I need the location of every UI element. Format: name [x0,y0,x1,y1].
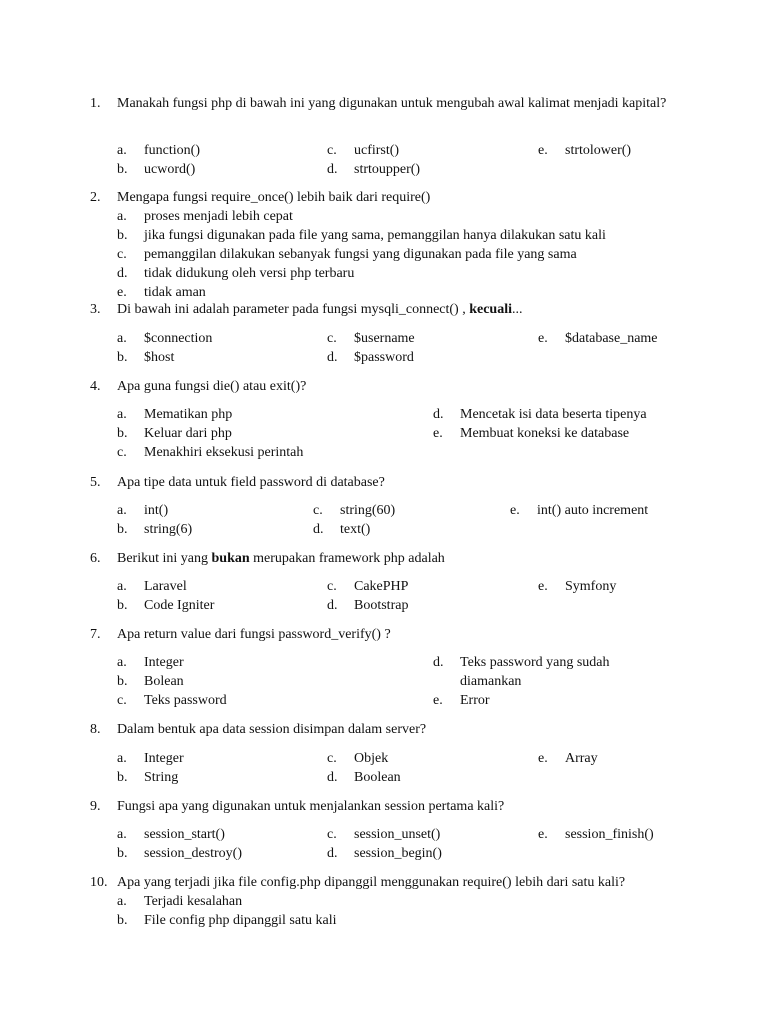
option-letter: a. [117,751,127,766]
option-text: Symfony [565,579,617,594]
option-letter: c. [327,827,337,842]
option-letter: b. [117,162,128,177]
question-text [117,549,677,568]
question-text-part: ... [512,302,523,317]
option-text: Array [565,751,598,766]
option-letter: a. [117,331,127,346]
option-text: String [144,770,179,785]
option-text: session_begin() [354,846,442,861]
option-text: session_destroy() [144,846,242,861]
option-text: Membuat koneksi ke database [460,426,630,441]
option-text: ucfirst() [354,143,400,158]
option-letter: a. [117,827,127,842]
option-letter: e. [510,503,520,518]
option-letter: c. [313,503,323,518]
question-text: Fungsi apa yang digunakan untuk menjalankan session pertama kali? [117,799,505,814]
option-letter: c. [327,751,337,766]
option-text: $connection [144,331,213,346]
option-text: $username [354,331,415,346]
option-text: strtoupper() [354,162,421,177]
option-letter: d. [327,598,338,613]
option-letter: d. [433,655,444,670]
option-text: Bolean [144,674,184,689]
option-text: tidak didukung oleh versi php terbaru [144,266,355,281]
question-number: 6. [90,551,101,566]
option-text: string(60) [340,503,396,518]
option-letter: a. [117,894,127,909]
option-text: int() [144,503,169,518]
option-text: Error [460,693,490,708]
option-text: pemanggilan dilakukan sebanyak fungsi yang digunakan pada file yang sama [144,247,577,262]
option-text: Integer [144,655,184,670]
option-letter: d. [433,407,444,422]
option-text: File config php dipanggil satu kali [144,913,337,928]
option-letter: c. [117,693,127,708]
option-text: function() [144,143,200,158]
option-text: string(6) [144,522,193,537]
option-letter: b. [117,228,128,243]
option-letter: b. [117,350,128,365]
option-letter: e. [538,579,548,594]
option-text: Bootstrap [354,598,409,613]
option-letter: e. [538,331,548,346]
question-text: Mengapa fungsi require_once() lebih baik dari require() [117,190,431,205]
question-text: Apa guna fungsi die() atau exit()? [117,379,307,394]
option-text: Terjadi kesalahan [144,894,243,909]
option-letter: b. [117,598,128,613]
option-text: jika fungsi digunakan pada file yang sama, pemanggilan hanya dilakukan satu kali [144,228,606,243]
option-text: tidak aman [144,285,206,300]
option-text: Teks password yang sudah diamankan [460,655,610,689]
option-letter: e. [433,426,443,441]
option-text: Mematikan php [144,407,233,422]
option-letter: a. [117,655,127,670]
option-letter: a. [117,579,127,594]
option-text: ucword() [144,162,196,177]
option-letter: e. [538,827,548,842]
option-text: Boolean [354,770,401,785]
option-letter: b. [117,674,128,689]
option-text: Laravel [144,579,187,594]
option-text: proses menjadi lebih cepat [144,209,293,224]
option-text: $host [144,350,175,365]
option-letter: b. [117,426,128,441]
option-text: Keluar dari php [144,426,232,441]
option-text: session_finish() [565,827,654,842]
option-letter: d. [327,350,338,365]
question-text: Apa tipe data untuk field password di database? [117,475,385,490]
option-letter: b. [117,522,128,537]
option-letter: c. [327,579,337,594]
question-text: Manakah fungsi php di bawah ini yang digunakan untuk mengubah awal kalimat menjadi kapital? [117,96,667,111]
option-letter: d. [327,162,338,177]
question-text-part: Di bawah ini adalah parameter pada fungsi mysqli_connect() , [117,302,470,317]
option-text: text() [340,522,371,537]
option-letter: d. [117,266,128,281]
option-letter: d. [327,770,338,785]
question-number: 10. [90,875,108,890]
question-number: 9. [90,799,101,814]
option-letter: c. [117,247,127,262]
question-number: 3. [90,302,101,317]
option-letter: e. [433,693,443,708]
option-letter: e. [117,285,127,300]
option-text: Code Igniter [144,598,215,613]
option-letter: c. [327,143,337,158]
option-letter: e. [538,143,548,158]
question-number: 1. [90,96,101,111]
option-letter: c. [117,445,127,460]
option-text: CakePHP [354,579,409,594]
question-number: 2. [90,190,101,205]
option-letter: d. [313,522,324,537]
question-text: Dalam bentuk apa data session disimpan dalam server? [117,722,427,737]
option-letter: a. [117,209,127,224]
option-letter: b. [117,913,128,928]
option-letter: e. [538,751,548,766]
question-text-part: merupakan framework php adalah [249,551,445,566]
question-text [117,300,677,319]
option-letter: a. [117,143,127,158]
option-letter: a. [117,503,127,518]
option-text: int() auto increment [537,503,649,518]
question-text: Apa return value dari fungsi password_verify() ? [117,627,391,642]
option-text: $database_name [565,331,658,346]
option-letter: b. [117,770,128,785]
option-text: session_unset() [354,827,441,842]
option-text: Integer [144,751,184,766]
question-text-part: Berikut ini yang [117,551,212,566]
option-letter: a. [117,407,127,422]
question-text-emphasis: kecuali [469,302,512,317]
option-letter: c. [327,331,337,346]
option-text: strtolower() [565,143,632,158]
option-text: Menakhiri eksekusi perintah [144,445,304,460]
option-letter: d. [327,846,338,861]
option-text: session_start() [144,827,225,842]
option-text: Teks password [144,693,227,708]
question-text: Apa yang terjadi jika file config.php dipanggil menggunakan require() lebih dari satu kali? [117,875,626,890]
question-number: 8. [90,722,101,737]
question-number: 7. [90,627,101,642]
question-number: 4. [90,379,101,394]
option-text: $password [354,350,414,365]
option-text: Objek [354,751,389,766]
question-number: 5. [90,475,101,490]
question-text-emphasis: bukan [211,551,250,566]
option-letter: b. [117,846,128,861]
option-text: Mencetak isi data beserta tipenya [460,407,647,422]
